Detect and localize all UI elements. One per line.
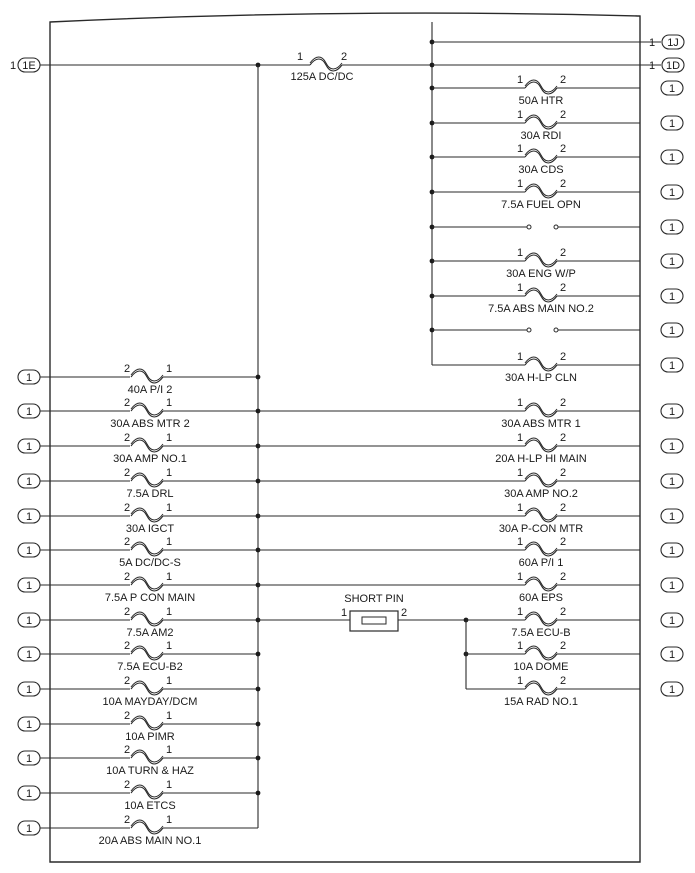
right-lower-fuse-pin-right: 2 [559, 467, 567, 479]
right-lower-fuse-label: 30A AMP NO.2 [504, 488, 578, 500]
connector-label: 1J [667, 37, 679, 49]
right-lower-fuse-3 [525, 473, 557, 487]
short-pin-fuse-pin-right: 2 [559, 640, 567, 652]
fuse-element [525, 186, 557, 198]
left-connector-2 [18, 404, 40, 418]
right-upper-fuse-4 [525, 184, 557, 198]
right-upper-fuse-pin-left: 1 [516, 109, 524, 121]
short-pin-label: SHORT PIN [344, 593, 404, 605]
right-lower-fuse-pin-left: 1 [516, 502, 524, 514]
right-upper-connector-8 [661, 323, 683, 337]
short-pin-fuse-label: 15A RAD NO.1 [504, 696, 578, 708]
left-connector-10 [18, 682, 40, 696]
left-fuse-10 [131, 681, 163, 695]
connector-label: 1 [25, 372, 33, 384]
short-pin-pin-left: 1 [340, 607, 348, 619]
short-pin-fuse-2 [525, 646, 557, 660]
left-fuse-pin-right: 1 [165, 467, 173, 479]
top-connector-1J [662, 35, 684, 49]
left-connector-4 [18, 474, 40, 488]
right-upper-connector-1 [661, 81, 683, 95]
fuse-element [525, 359, 557, 371]
right-lower-fuse-4 [525, 508, 557, 522]
right-lower-connector-6 [661, 578, 683, 592]
right-upper-fuse-pin-right: 2 [559, 143, 567, 155]
junction-dot [256, 756, 261, 761]
left-fuse-label: 10A MAYDAY/DCM [102, 696, 198, 708]
connector-label: 1E [22, 60, 36, 72]
left-fuse-label: 5A DC/DC-S [119, 557, 181, 569]
top-connector-pin: 1 [648, 60, 656, 72]
left-fuse-label: 10A PIMR [125, 731, 175, 743]
right-lower-fuse-pin-left: 1 [516, 397, 524, 409]
right-upper-fuse-label: 30A RDI [520, 130, 562, 142]
left-fuse-5 [131, 508, 163, 522]
right-lower-fuse-label: 30A ABS MTR 1 [501, 418, 581, 430]
right-upper-connector-9 [661, 358, 683, 372]
short-pin-fuse-pin-right: 2 [559, 606, 567, 618]
left-fuse-pin-right: 1 [165, 397, 173, 409]
connector-label: 1 [668, 256, 676, 268]
right-upper-connector-3 [661, 150, 683, 164]
right-upper-fuse-1 [525, 80, 557, 94]
left-connector-12 [18, 751, 40, 765]
right-lower-fuse-label: 30A P-CON MTR [498, 523, 584, 535]
right-lower-fuse-label: 60A P/I 1 [518, 557, 564, 569]
left-connector-9 [18, 647, 40, 661]
right-upper-connector-4 [661, 185, 683, 199]
fuse-element [131, 475, 163, 487]
left-fuse-pin-right: 1 [165, 710, 173, 722]
connector-label: 1D [665, 60, 681, 72]
fuse-element [525, 290, 557, 302]
connector-label: 1 [668, 152, 676, 164]
right-upper-fuse-9 [525, 357, 557, 371]
right-upper-fuse-pin-left: 1 [516, 247, 524, 259]
connector-label: 1 [25, 649, 33, 661]
fuse-element [131, 648, 163, 660]
right-lower-connector-1 [661, 404, 683, 418]
left-fuse-label: 7.5A ECU-B2 [117, 661, 183, 673]
fuse-element [525, 255, 557, 267]
right-upper-connector-5 [661, 220, 683, 234]
connector-label: 1 [668, 476, 676, 488]
right-upper-fuse-pin-right: 2 [559, 247, 567, 259]
left-fuse-pin-right: 1 [165, 779, 173, 791]
right-upper-connector-6 [661, 254, 683, 268]
connector-label: 1 [25, 684, 33, 696]
right-lower-fuse-pin-right: 2 [559, 397, 567, 409]
left-fuse-label: 7.5A P CON MAIN [104, 592, 196, 604]
left-fuse-11 [131, 716, 163, 730]
fuse-element [525, 440, 557, 452]
right-upper-fuse-pin-left: 1 [516, 351, 524, 363]
fuse-element [131, 752, 163, 764]
short-pin-connector-2 [661, 647, 683, 661]
right-upper-fuse-pin-right: 2 [559, 109, 567, 121]
connector-label: 1 [25, 788, 33, 800]
fuse-element [525, 117, 557, 129]
left-fuse-pin-right: 1 [165, 640, 173, 652]
left-fuse-2 [131, 403, 163, 417]
fuse-element [131, 718, 163, 730]
short-pin-fuse-1 [525, 612, 557, 626]
left-fuse-pin-right: 1 [165, 571, 173, 583]
fuse-element [525, 648, 557, 660]
left-fuse-4 [131, 473, 163, 487]
right-lower-fuse-pin-right: 2 [559, 502, 567, 514]
short-pin-pin-right: 2 [400, 607, 408, 619]
left-fuse-pin-right: 1 [165, 814, 173, 826]
right-upper-fuse-pin-left: 1 [516, 282, 524, 294]
fuse-element [131, 822, 163, 834]
left-fuse-label: 40A P/I 2 [127, 384, 173, 396]
main-fuse-125a [310, 57, 342, 71]
left-connector-3 [18, 439, 40, 453]
fuse-element [525, 82, 557, 94]
left-fuse-pin-left: 2 [123, 571, 131, 583]
left-fuse-label: 7.5A DRL [126, 488, 174, 500]
fuse-element [525, 579, 557, 591]
left-fuse-7 [131, 577, 163, 591]
connector-label: 1 [25, 753, 33, 765]
left-fuse-8 [131, 612, 163, 626]
left-fuse-label: 10A ETCS [124, 800, 176, 812]
left-fuse-pin-left: 2 [123, 710, 131, 722]
left-fuse-pin-right: 1 [165, 744, 173, 756]
fuse-element [131, 510, 163, 522]
junction-dot [256, 652, 261, 657]
left-fuse-label: 10A TURN & HAZ [106, 765, 194, 777]
right-lower-fuse-1 [525, 403, 557, 417]
right-upper-fuse-label: 50A HTR [518, 95, 564, 107]
short-pin-connector-3 [661, 682, 683, 696]
right-lower-fuse-pin-right: 2 [559, 432, 567, 444]
right-lower-fuse-pin-right: 2 [559, 571, 567, 583]
right-upper-fuse-pin-right: 2 [559, 282, 567, 294]
fuse-element [525, 614, 557, 626]
left-fuse-14 [131, 820, 163, 834]
left-fuse-pin-right: 1 [165, 502, 173, 514]
right-upper-fuse-label: 30A CDS [518, 164, 564, 176]
right-lower-connector-5 [661, 543, 683, 557]
connector-label: 1 [668, 649, 676, 661]
connector-label: 1 [668, 222, 676, 234]
fuse-element [525, 683, 557, 695]
fuse-element [525, 405, 557, 417]
connector-label: 1 [668, 360, 676, 372]
connector-label: 1 [668, 291, 676, 303]
short-pin-fuse-pin-left: 1 [516, 606, 524, 618]
left-fuse-pin-right: 1 [165, 675, 173, 687]
left-fuse-3 [131, 438, 163, 452]
connector-label: 1 [668, 545, 676, 557]
left-fuse-label: 30A IGCT [125, 523, 175, 535]
right-upper-fuse-label: 30A H-LP CLN [505, 372, 577, 384]
right-lower-fuse-5 [525, 542, 557, 556]
short-pin-inner [362, 617, 386, 624]
connector-label: 1 [25, 441, 33, 453]
fuse-element [131, 683, 163, 695]
right-lower-fuse-pin-right: 2 [559, 536, 567, 548]
left-fuse-pin-left: 2 [123, 606, 131, 618]
left-fuse-label: 30A AMP NO.1 [113, 453, 187, 465]
right-upper-connector-7 [661, 289, 683, 303]
left-fuse-label: 30A ABS MTR 2 [110, 418, 190, 430]
right-upper-fuse-label: 30A ENG W/P [506, 268, 576, 280]
open-terminal [527, 328, 531, 332]
connector-label: 1 [668, 187, 676, 199]
open-terminal [527, 225, 531, 229]
right-upper-connector-2 [661, 116, 683, 130]
top-connector-pin: 1 [648, 37, 656, 49]
connector-label: 1 [25, 545, 33, 557]
short-pin-fuse-pin-left: 1 [516, 640, 524, 652]
connector-label: 1 [668, 118, 676, 130]
left-connector-14 [18, 821, 40, 835]
connector-label: 1 [668, 83, 676, 95]
main-fuse-pin-right: 2 [340, 51, 348, 63]
left-fuse-pin-left: 2 [123, 502, 131, 514]
connector-label: 1 [25, 511, 33, 523]
right-lower-fuse-label: 60A EPS [518, 592, 564, 604]
fuse-element [525, 544, 557, 556]
right-lower-connector-3 [661, 474, 683, 488]
left-connector-1 [18, 370, 40, 384]
right-upper-fuse-6 [525, 253, 557, 267]
junction-dot [256, 687, 261, 692]
right-upper-fuse-label: 7.5A ABS MAIN NO.2 [488, 303, 594, 315]
connector-label: 1 [25, 580, 33, 592]
connector-label: 1 [25, 406, 33, 418]
left-fuse-pin-right: 1 [165, 536, 173, 548]
right-upper-fuse-3 [525, 149, 557, 163]
left-fuse-pin-right: 1 [165, 432, 173, 444]
short-pin-fuse-3 [525, 681, 557, 695]
left-fuse-pin-left: 2 [123, 640, 131, 652]
connector-label: 1 [668, 441, 676, 453]
junction-dot [256, 375, 261, 380]
left-fuse-9 [131, 646, 163, 660]
connector-label: 1 [25, 615, 33, 627]
left-fuse-label: 7.5A AM2 [126, 627, 174, 639]
left-fuse-13 [131, 785, 163, 799]
connector-label: 1 [668, 406, 676, 418]
right-lower-fuse-6 [525, 577, 557, 591]
left-fuse-1 [131, 369, 163, 383]
left-fuse-pin-left: 2 [123, 675, 131, 687]
left-connector-6 [18, 543, 40, 557]
fuse-element [310, 59, 342, 71]
right-upper-fuse-2 [525, 115, 557, 129]
left-fuse-pin-left: 2 [123, 536, 131, 548]
right-lower-fuse-pin-left: 1 [516, 432, 524, 444]
connector-label: 1 [25, 476, 33, 488]
open-terminal [554, 328, 558, 332]
right-lower-fuse-label: 20A H-LP HI MAIN [495, 453, 587, 465]
connector-label: 1 [25, 719, 33, 731]
left-connector-5 [18, 509, 40, 523]
right-upper-fuse-label: 7.5A FUEL OPN [501, 199, 581, 211]
input-connector-pin: 1 [10, 60, 17, 72]
left-fuse-pin-left: 2 [123, 814, 131, 826]
junction-dot [256, 791, 261, 796]
right-upper-fuse-7 [525, 288, 557, 302]
fuse-element [131, 614, 163, 626]
connector-label: 1 [668, 580, 676, 592]
left-fuse-12 [131, 750, 163, 764]
short-pin-fuse-label: 10A DOME [513, 661, 569, 673]
right-upper-fuse-pin-right: 2 [559, 351, 567, 363]
connector-label: 1 [668, 325, 676, 337]
input-connector-1E [18, 58, 40, 72]
left-fuse-pin-left: 2 [123, 363, 131, 375]
fuse-element [131, 544, 163, 556]
short-pin-fuse-pin-left: 1 [516, 675, 524, 687]
top-connector-1D [662, 58, 684, 72]
left-connector-11 [18, 717, 40, 731]
right-lower-fuse-pin-left: 1 [516, 467, 524, 479]
fuse-element [131, 440, 163, 452]
open-terminal [554, 225, 558, 229]
fuse-element [131, 405, 163, 417]
connector-label: 1 [668, 511, 676, 523]
fuse-element [525, 475, 557, 487]
short-pin-connector-1 [661, 613, 683, 627]
right-lower-fuse-pin-left: 1 [516, 571, 524, 583]
right-upper-fuse-pin-left: 1 [516, 178, 524, 190]
fuse-element [131, 787, 163, 799]
main-fuse-pin-left: 1 [296, 51, 304, 63]
right-upper-fuse-pin-left: 1 [516, 143, 524, 155]
fuse-element [131, 371, 163, 383]
left-fuse-pin-left: 2 [123, 397, 131, 409]
fuse-element [525, 510, 557, 522]
short-pin-fuse-pin-right: 2 [559, 675, 567, 687]
connector-label: 1 [25, 823, 33, 835]
left-fuse-pin-right: 1 [165, 606, 173, 618]
junction-dot [256, 722, 261, 727]
left-fuse-pin-right: 1 [165, 363, 173, 375]
main-fuse-label: 125A DC/DC [290, 71, 354, 83]
connector-label: 1 [668, 615, 676, 627]
left-connector-8 [18, 613, 40, 627]
fuse-element [131, 579, 163, 591]
left-fuse-6 [131, 542, 163, 556]
left-fuse-pin-left: 2 [123, 744, 131, 756]
right-upper-fuse-pin-right: 2 [559, 178, 567, 190]
left-fuse-label: 20A ABS MAIN NO.1 [98, 835, 202, 847]
connector-label: 1 [668, 684, 676, 696]
short-pin-fuse-label: 7.5A ECU-B [511, 627, 571, 639]
left-fuse-pin-left: 2 [123, 779, 131, 791]
right-lower-fuse-2 [525, 438, 557, 452]
right-upper-fuse-pin-left: 1 [516, 74, 524, 86]
left-connector-13 [18, 786, 40, 800]
right-lower-connector-2 [661, 439, 683, 453]
left-connector-7 [18, 578, 40, 592]
right-lower-fuse-pin-left: 1 [516, 536, 524, 548]
right-lower-connector-4 [661, 509, 683, 523]
left-fuse-pin-left: 2 [123, 432, 131, 444]
right-upper-fuse-pin-right: 2 [559, 74, 567, 86]
fuse-element [525, 151, 557, 163]
left-fuse-pin-left: 2 [123, 467, 131, 479]
